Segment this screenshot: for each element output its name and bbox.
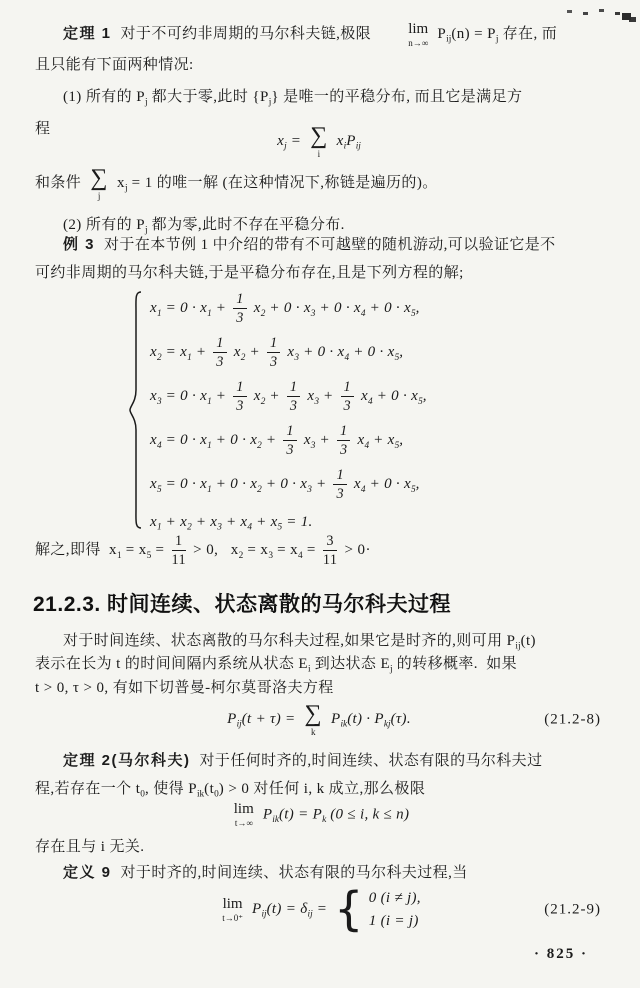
- equation-number-21-2-8: (21.2-8): [544, 711, 601, 727]
- case1-line-1: (1) 所有的 $P_j$ 都大于零,此时 $\{P_j\}$ 是唯一的平稳分布, 而且它是满足方: [63, 89, 523, 108]
- case-top: 0 (i ≠ j),: [368, 890, 421, 906]
- chapman-kolmogorov-body: $P_{ij}(t + \tau)$ = ∑ k $P_{ik}(t) \cdot P_{kj}(\tau)$.: [227, 701, 411, 737]
- equation-row-5: $x_5 = 0 \cdot x_1 + 0 \cdot x_2 + 0 \cdot x_3$ + $\frac{1}{3}$ $x_4 + 0 \cdot x_5$,: [150, 467, 420, 503]
- definition9-text: 对于时齐的,时间连续、状态有限的马尔科夫过程,当: [120, 865, 468, 881]
- scan-smudge-marks: [615, 12, 620, 15]
- theorem2-line-1: [35, 750, 611, 772]
- theorem1-text-1: 对于不可约非周期的马尔科夫链,极限 lim n→∞ $P_{ij}(n) = P_j$ 存在, 而: [120, 21, 558, 48]
- equation-row-1: $x_1 = 0 \cdot x_1$ + $\frac{1}{3}$ $x_2 + 0 \cdot x_3 + 0 \cdot x_4 + 0 \cdot x_5$,: [150, 291, 420, 327]
- equation-number-21-2-9: (21.2-9): [544, 901, 601, 917]
- delta-definition-formula: [35, 881, 603, 936]
- theorem1-line-2: 且只能有下面两种情况:: [35, 57, 194, 73]
- theorem2-label: 定理 2(马尔科夫): [63, 752, 191, 769]
- after-limit-line: 存在且与 i 无关.: [35, 839, 145, 855]
- case2-line: (2) 所有的 $P_j$ 都为零,此时不存在平稳分布.: [63, 217, 345, 236]
- stationary-distribution-formula: $x_j$ = ∑ i $x_iP_{ij}$: [277, 123, 361, 159]
- equation-row-4: $x_4 = 0 \cdot x_1 + 0 \cdot x_2$ + $\frac{1}{3}$ $x_3$ + $\frac{1}{3}$ $x_4 + x_5$,: [150, 423, 404, 459]
- theorem2-text-1: 对于任何时齐的,时间连续、状态有限的马尔科夫过: [199, 753, 543, 769]
- theorem1-line-1: [35, 22, 611, 51]
- condition-line: 和条件 ∑ j $x_j = 1$ 的唯一解 (在这种情况下,称链是遍历的)。: [35, 165, 438, 201]
- equation-row-2: $x_2 = x_1$ + $\frac{1}{3}$ $x_2$ + $\frac{1}{3}$ $x_3 + 0 \cdot x_4 + 0 \cdot x_5$,: [150, 335, 404, 371]
- example3-label: 例 3: [63, 236, 96, 253]
- cases-stack: [369, 888, 421, 931]
- definition9-label: 定义 9: [63, 864, 112, 881]
- cases-brace: {: [334, 881, 364, 936]
- para2-line-3: t > 0, τ > 0, 有如下切普曼-柯尔莫哥洛夫方程: [35, 680, 334, 696]
- system-left-brace: [127, 289, 143, 536]
- example3-line-1: [35, 234, 611, 256]
- curly-brace-graphic: [127, 289, 143, 531]
- chapman-kolmogorov-formula: [35, 702, 603, 737]
- theorem2-line-2: 程,若存在一个 $t_0$, 使得 $P_{ik}(t_0) > 0$ 对任何 i, k 成立,那么极限: [35, 781, 426, 800]
- page-number: · 825 ·: [533, 946, 588, 962]
- case-bottom: 1 (i = j): [368, 913, 419, 929]
- section-heading: 21.2.3. 时间连续、状态离散的马尔科夫过程: [33, 593, 452, 616]
- solution-line: 解之,即得 $x_1 = x_5$ = $\frac{1}{11}$ > 0, $x_2 = x_3 = x_4$ = $\frac{3}{11}$ > 0·: [35, 533, 371, 569]
- theorem1-label: 定理 1: [63, 25, 112, 43]
- case1-line-2: 程: [35, 121, 51, 137]
- cases-group: [334, 881, 421, 936]
- limit-formula: lim t→∞ $P_{ik}(t) = P_k$ (0 ≤ i, k ≤ n): [233, 801, 410, 828]
- example3-text-1: 对于在本节例 1 中介绍的带有不可越壁的随机游动,可以验证它是不: [104, 237, 556, 253]
- equation-row-6: $x_1 + x_2 + x_3 + x_4 + x_5 = 1$.: [150, 514, 313, 533]
- definition9-line: [35, 862, 611, 884]
- para2-line-2: 表示在长为 t 的时间间隔内系统从状态 $E_i$ 到达状态 $E_j$ 的转移概率. 如果: [35, 656, 518, 675]
- example3-line-2: 可约非周期的马尔科夫链,于是平稳分布存在,且是下列方程的解;: [35, 265, 464, 281]
- para2-line-1: 对于时间连续、状态离散的马尔科夫过程,如果它是时齐的,则可用 $P_{ij}(t)$: [63, 633, 536, 652]
- delta-definition-lhs: lim t→0⁺ $P_{ij}(t) = \delta_{ij}$ =: [222, 895, 328, 923]
- equation-row-3: $x_3 = 0 \cdot x_1$ + $\frac{1}{3}$ $x_2$ + $\frac{1}{3}$ $x_3$ + $\frac{1}{3}$ $x_4 + 0 \cdot x_5$,: [150, 379, 427, 415]
